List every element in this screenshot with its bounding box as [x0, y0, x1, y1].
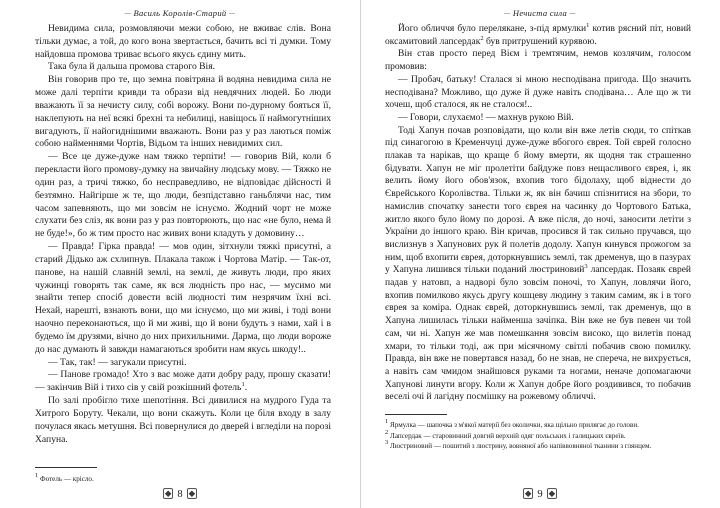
footnote-rule	[385, 414, 447, 415]
paragraph: По залі пробігло тихе шепотіння. Всі дивилися на мудрого Гуда та Хитрого Боруту. Чекали, що вони скажуть. Коли це біля входу в залу почулася якась метушня. Всі повернулися до дверей і вгледіли на порозі Хапуна.	[35, 395, 331, 445]
footnotes-left	[35, 474, 331, 485]
paragraph: Невидима сила, розмовляючи межи собою, не вживає слів. Вона тільки думає, а той, до кого вона звертається, бачить всі ті думки. Тому найдовша промова триває всього якусь єдину мить.	[35, 23, 331, 60]
body-text-left	[35, 23, 331, 446]
footnote: $^2$ Лапсердак — старовинний довгий верхній одяг польських і галицьких євреїв.	[385, 428, 626, 440]
footnote-marker: 1	[241, 381, 245, 389]
paragraph: — Так, так! — загукали присутні.	[48, 356, 187, 368]
page-number: 8	[177, 489, 183, 500]
footnote: $^3$ Люстриновий — пошитий з люстрину, вовняної або напіввовняної тканини з глянцем.	[385, 439, 652, 451]
paragraph: — Все це дуже-дуже нам тяжко терпіти! — говорив Вій, коли б перекласти його промову-думку на звичайну людську мову. — Тяжко не один раз, а тричі тяжко, бо несправедливо, не відповідає дійсності й безтямно. Найгірше ж те, що люди, безпідставно ганьблячи нас, тим часом запевняють, що ми зовсім не існуємо. Жодний чорт не може слухати без сліз, як вони раз у раз повторюють, що нас «не було, нема й не буде!», бо ж тим просто нас живих вони кладуть у домовину…	[35, 151, 331, 240]
paragraph: — Правда! Гірка правда! — мов один, зітхнули тяжкі присутні, а старий Дідько аж схлипнув. Плакала також і Чортова Матір. — Так-от, панове, на нашій славній землі, на землі, де живуть люди, про яких чужинці говорять так саме, як вся людність про нас, — мусимо ми знайти тепер спосіб довести всій людності тим незрячим їхні всі. Нехай, нарешті, взнають вони, що ми існуємо, що ми живі, і тоді вони наочно переконаються, що й ми живі, що й вони будуть з нами, хай і в будемо їм друзями, вічно до них прихильними. Дарма, що люди вороже до нас думають й завжди намагаються зробити нам якусь шкоду!..	[35, 241, 331, 355]
footnote: $^1$ Ярмулка — шапочка з м'якої матерії без околички, яка щільно прилягає до голови.	[385, 418, 639, 429]
footnote-marker: 2	[385, 428, 389, 436]
footnote: $^1$ Фотель — крісло.	[35, 472, 94, 483]
paragraph: — Говори, слухаємо! — махнув рукою Вій.	[398, 112, 574, 123]
running-header-right	[360, 8, 720, 22]
paragraph: — Пробач, батьку! Сталася зі мною несподівана пригода. Що значить несподівана? Можливо, що дуже й дуже навіть сподівана… Але що ж ти хочеш, щоб сталося, як не сталося!..	[385, 74, 691, 111]
header-decoration: —	[569, 11, 576, 17]
footnote-marker: 1	[385, 418, 389, 425]
page-number-right	[360, 488, 720, 500]
footnote-marker: 3	[385, 439, 389, 447]
footnote-marker: 1	[35, 472, 39, 479]
paragraph: Він став просто перед Вієм і тремтячим, немов козлячим, голосом промовив:	[385, 49, 691, 73]
paragraph: Його обличчя було перелякане, з-під ярмулки$^1$ котив рясний піт, новий оксамитовий лапсердак$^2$ був притрушений курявою.	[385, 22, 691, 47]
paragraph: — Панове громадо! Хто з вас може дати добру раду, прошу сказати! — закінчив Вій і тихо сів у свій розкішний фотель$^1$.	[35, 369, 331, 394]
footnote-marker: 2	[480, 34, 484, 42]
paragraph: Він говорив про те, що земна повітряна й водяна невидима сила не може далі терпіти кривди та образи від невдячних людей. Бо люди вважають її за нечисту силу, собі ворожу. Вони по-дурному бояться її, наклепують на неї всякі брехні та небилиці, навіщось її наймогутніших вигадують, її найогиднішими вважають. Вони раз у раз лаються поміж собою найменнями Чортів, Відьом та інших невидимих сил.	[35, 74, 331, 150]
right-page	[360, 0, 720, 508]
header-decoration: —	[228, 11, 236, 17]
header-decoration: —	[504, 11, 511, 17]
running-header-left	[0, 8, 360, 22]
page-number-left	[0, 488, 360, 500]
footnote-marker: 1	[586, 22, 590, 29]
body-text-right	[385, 23, 691, 404]
footnotes-right	[385, 420, 691, 452]
header-book-title: Нечиста сила	[512, 8, 568, 18]
paragraph: Тоді Хапун почав розповідати, що коли він вже летів сюди, то спіткав під синагогою в Кременчуці дуже-дуже вбогого єврея. Той єврей голосно плакав та нарікав, що краще б йому вмерти, як щодня так страшенно бідувати. Хапун не міг пролетіти байдуже повз нещасливого єврея, і, як велить йому його обов'язок, вхопив того бідолаху, щоб віднести до Єврейського Королівства. Тільки ж, як він бачиш спізнитися на збори, то намислив спочатку занести того єврея на часинку до Чортового Батька, житло якого було йому по дорозі. А вже після, до ночі, заносити летіти з України до іншого краю. Він кричав, просився й так сильно пручався, що вислизнув з Хапунових рук й полетів додолу. Хапун кинувся прожогом за ним, щоб вхопити єврея, доторкнувшись землі, так дременув, що в пазурах у Хапуна лишився тільки поданий люстриновий$^3$ лапсердак. Позаяк єврей падав у натовп, а надворі було зовсім поночі, то Хапун, ловлячи його, вхопив помилково якусь другу кошцеву людину з таким самим, як і в того єврея за коміра. Однак єврей, доторкнувшись землі, так дременув, що в Хапуна лишилась тільки найменша зачіпка. Він вже не був певен чи той сам, чи ні. Хапун же мав помешкання зовсім високо, що вилетів понад хмари, то тільки тоді, аж при місячному світлі побачив свою помилку. Правда, він вже не повертався назад, бо не знав, не спереча, не вихрується, а навіть сам чмидом знайшовся руками та ногами, неначе допомагаючи Хапунові линути вгору. Коли ж Хапун добре його роздивився, то побачив веселі очі й лагідну посмішку на рожевому обличчі.	[385, 125, 691, 403]
folio-ornament-icon: ◆	[524, 488, 532, 498]
footnote-rule	[35, 467, 97, 468]
folio-ornament-icon: ◆	[188, 488, 196, 498]
header-author: Василь Королів-Старий	[133, 8, 227, 18]
paragraph: Така була й дальша промова старого Вія.	[48, 61, 216, 73]
header-decoration: —	[124, 11, 132, 17]
folio-ornament-icon: ◆	[164, 488, 172, 498]
folio-ornament-icon: ◆	[548, 488, 556, 498]
page-number: 9	[537, 489, 543, 500]
footnote-marker: 3	[584, 263, 588, 271]
